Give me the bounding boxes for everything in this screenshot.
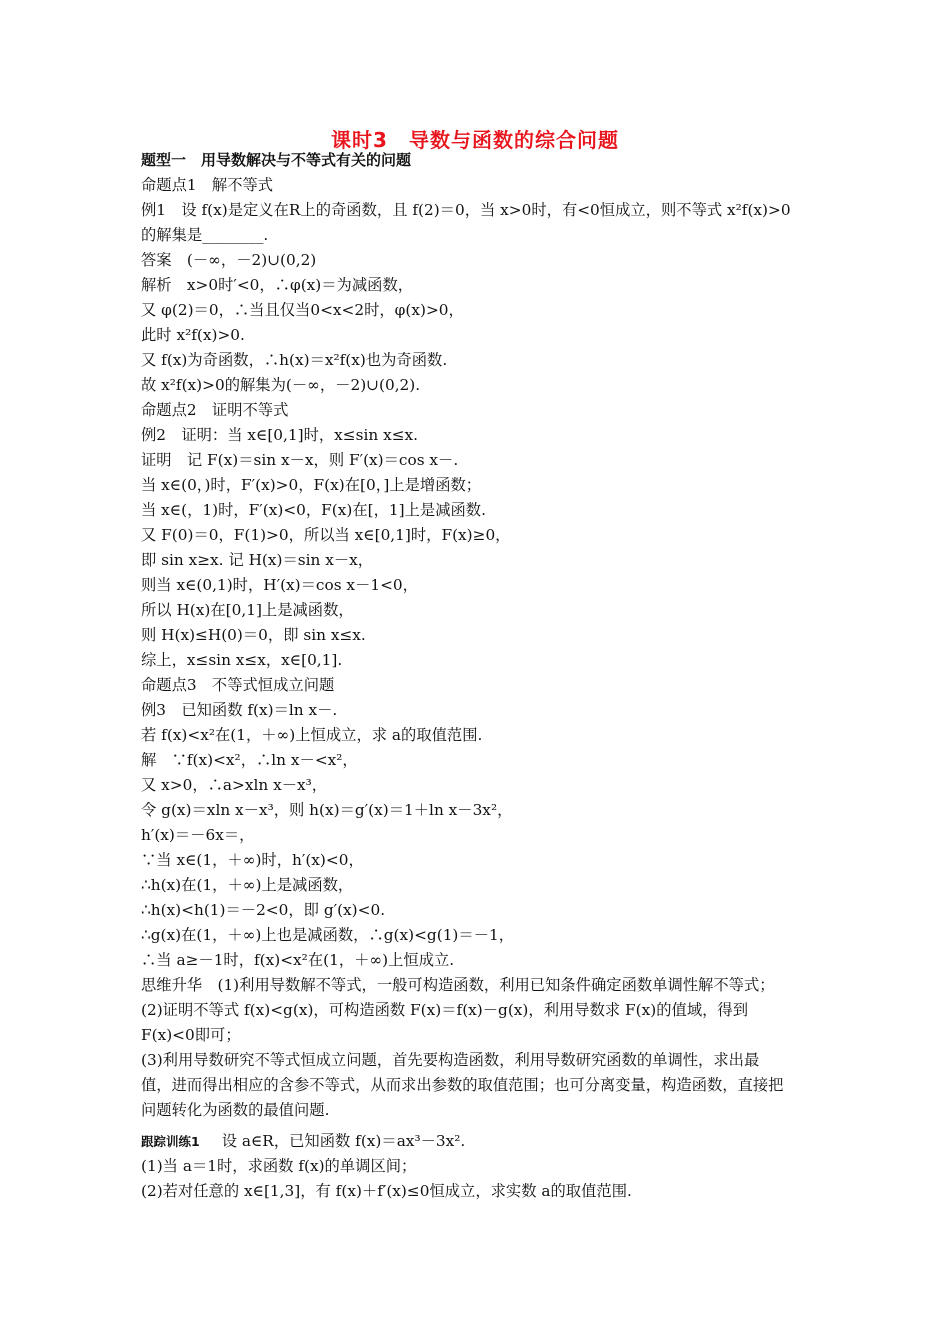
text-line: ∵当 x∈(1，＋∞)时，h′(x)<0， bbox=[141, 851, 364, 869]
text-line: 所以 H(x)在[0,1]上是减函数， bbox=[141, 601, 354, 619]
text-line: (3)利用导数研究不等式恒成立问题，首先要构造函数，利用导数研究函数的单调性，求出最 bbox=[141, 1051, 760, 1069]
training-tag: 跟踪训练1 bbox=[141, 1134, 200, 1149]
text-line: 又 x>0，∴a>xln x－x³， bbox=[141, 776, 328, 794]
text-line: 的解集是________. bbox=[141, 226, 269, 244]
text-line: (2)证明不等式 f(x)<g(x)，可构造函数 F(x)＝f(x)－g(x)，利用导数求 F(x)的值域，得到 bbox=[141, 1001, 749, 1019]
text-line: 则 H(x)≤H(0)＝0，即 sin x≤x. bbox=[141, 626, 366, 644]
text-line: F(x)<0即可； bbox=[141, 1026, 241, 1044]
text-line: 例2 证明：当 x∈[0,1]时，x≤sin x≤x. bbox=[141, 426, 419, 444]
text-line: 当 x∈(0，)时，F′(x)>0，F(x)在[0，]上是增函数； bbox=[141, 476, 482, 494]
text-line: 此时 x²f(x)>0. bbox=[141, 326, 245, 344]
text-line: ∴g(x)在(1，＋∞)上也是减函数，∴g(x)<g(1)＝－1， bbox=[141, 926, 515, 944]
text-line: 故 x²f(x)>0的解集为(－∞，－2)∪(0,2). bbox=[141, 376, 421, 394]
training-item: (2)若对任意的 x∈[1,3]，有 f(x)＋f′(x)≤0恒成立，求实数 a的取值范围. bbox=[141, 1182, 632, 1200]
text-line: 思维升华 (1)利用导数解不等式，一般可构造函数，利用已知条件确定函数单调性解不等式； bbox=[141, 976, 775, 994]
text-line: 则当 x∈(0,1)时，H′(x)＝cos x－1<0， bbox=[141, 576, 418, 594]
section-heading: 题型一 用导数解决与不等式有关的问题 bbox=[141, 151, 412, 169]
text-line: 又 f(x)为奇函数，∴h(x)＝x²f(x)也为奇函数. bbox=[141, 351, 448, 369]
training-text: 设 a∈R，已知函数 f(x)＝ax³－3x². bbox=[221, 1132, 466, 1150]
text-line: 证明 记 F(x)＝sin x－x，则 F′(x)＝cos x－. bbox=[141, 451, 459, 469]
page-title: 课时3 导数与函数的综合问题 bbox=[331, 128, 619, 152]
text-line: ∴当 a≥－1时，f(x)<x²在(1，＋∞)上恒成立. bbox=[141, 951, 455, 969]
text-line: 命题点2 证明不等式 bbox=[141, 401, 289, 419]
text-line: 例1 设 f(x)是定义在R上的奇函数，且 f(2)＝0，当 x>0时，有<0恒成立，则不等式 x²f(x)>0 bbox=[141, 201, 791, 219]
text-line: 命题点1 解不等式 bbox=[141, 176, 274, 194]
text-line: 解析 x>0时′<0，∴φ(x)＝为减函数， bbox=[141, 276, 414, 294]
text-line: 又 φ(2)＝0，∴当且仅当0<x<2时，φ(x)>0， bbox=[141, 301, 464, 319]
text-line: 若 f(x)<x²在(1，＋∞)上恒成立，求 a的取值范围. bbox=[141, 726, 483, 744]
text-line: 综上，x≤sin x≤x，x∈[0,1]. bbox=[141, 651, 343, 669]
text-line: 又 F(0)＝0，F(1)>0，所以当 x∈[0,1]时，F(x)≥0， bbox=[141, 526, 511, 544]
text-line: 例3 已知函数 f(x)＝ln x－. bbox=[141, 701, 338, 719]
text-line: 当 x∈(，1)时，F′(x)<0，F(x)在[，1]上是减函数. bbox=[141, 501, 486, 519]
text-line: ∴h(x)在(1，＋∞)上是减函数， bbox=[141, 876, 354, 894]
training-heading bbox=[141, 1129, 821, 1154]
text-line: 解 ∵f(x)<x²，∴ln x－<x²， bbox=[141, 751, 358, 769]
training-item: (1)当 a＝1时，求函数 f(x)的单调区间； bbox=[141, 1157, 417, 1175]
text-line: h′(x)＝－6x＝， bbox=[141, 826, 255, 844]
text-line: 问题转化为函数的最值问题. bbox=[141, 1101, 330, 1119]
text-line: 即 sin x≥x. 记 H(x)＝sin x－x， bbox=[141, 551, 374, 569]
text-line: 令 g(x)＝xln x－x³，则 h(x)＝g′(x)＝1＋ln x－3x²， bbox=[141, 801, 513, 819]
text-line: ∴h(x)<h(1)＝－2<0，即 g′(x)<0. bbox=[141, 901, 386, 919]
document-body bbox=[141, 148, 821, 1204]
text-line: 答案 (－∞，－2)∪(0,2) bbox=[141, 251, 317, 269]
text-line: 命题点3 不等式恒成立问题 bbox=[141, 676, 335, 694]
text-line: 值，进而得出相应的含参不等式，从而求出参数的取值范围；也可分离变量，构造函数，直接把 bbox=[141, 1076, 784, 1094]
